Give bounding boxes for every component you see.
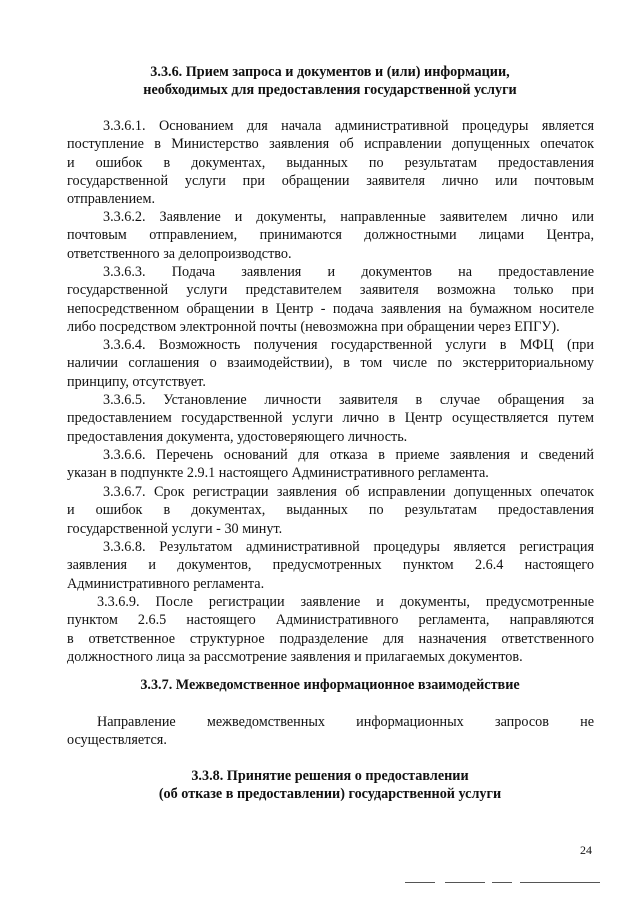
paragraph-3-3-6-5 <box>67 391 594 446</box>
text-line: 3.3.6.8. Результатом административной процедуры является регистрация <box>103 539 594 555</box>
text-line: принципу, отсутствует. <box>67 373 206 390</box>
text-line: 3.3.6.3. Подача заявления и документов на предоставление <box>103 264 594 280</box>
text-line: 3.3.6.9. После регистрации заявление и документы, предусмотренные <box>97 594 594 610</box>
paragraph-3-3-7 <box>67 713 594 750</box>
paragraph-3-3-6-3 <box>67 263 594 336</box>
text-line: предоставлением государственной услуги лично в Центр осуществляется путем <box>67 410 594 427</box>
text-line: 3.3.6.6. Перечень оснований для отказа в приеме заявления и сведений <box>103 447 594 463</box>
paragraph-3-3-6-6 <box>67 446 594 483</box>
text-line: наличии соглашения о взаимодействии), в том числе по экстерриториальному <box>67 355 594 372</box>
paragraph-3-3-6-8 <box>67 538 594 593</box>
paragraph-3-3-6-9 <box>67 593 594 666</box>
text-line: отправлением. <box>67 191 155 208</box>
text-line: Направление межведомственных информационных запросов не <box>97 714 594 730</box>
paragraph-3-3-6-7 <box>67 483 594 538</box>
section-heading-3-3-8 <box>60 767 600 803</box>
scan-artifact-line <box>492 882 512 883</box>
page-number: 24 <box>580 843 592 857</box>
scan-artifact-line <box>445 882 485 883</box>
text-line: 3.3.6.7. Срок регистрации заявления об исправлении допущенных опечаток <box>103 484 594 500</box>
text-line: заявления и документов, предусмотренных пунктом 2.6.4 настоящего <box>67 557 594 574</box>
section-heading-3-3-7 <box>60 676 600 694</box>
text-line: указан в подпункте 2.9.1 настоящего Административного регламента. <box>67 465 489 482</box>
heading-line: 3.3.8. Принятие решения о предоставлении <box>191 768 469 784</box>
text-line: 3.3.6.1. Основанием для начала административной процедуры является <box>103 118 594 134</box>
section-heading-3-3-6 <box>60 63 600 99</box>
text-line: 3.3.6.2. Заявление и документы, направленные заявителем лично или <box>103 209 594 225</box>
paragraph-3-3-6-1 <box>67 117 594 208</box>
text-line: должностного лица за рассмотрение заявления и прилагаемых документов. <box>67 648 523 665</box>
text-line: и ошибок в документах, выданных по результатам предоставления <box>67 502 594 519</box>
text-line: и ошибок в документах, выданных по результатам предоставления <box>67 154 594 171</box>
paragraph-3-3-6-4 <box>67 336 594 391</box>
text-line: либо посредством электронной почты (невозможна при обращении через ЕПГУ). <box>67 318 560 335</box>
text-line: Административного регламента. <box>67 575 265 592</box>
heading-line: (об отказе в предоставлении) государственной услуги <box>158 786 502 802</box>
text-line: государственной услуги при обращении заявителя лично или почтовым <box>67 172 594 189</box>
text-line: пунктом 2.6.5 настоящего Административного регламента, направляются <box>67 612 594 629</box>
heading-line: 3.3.7. Межведомственное информационное взаимодействие <box>140 677 520 693</box>
text-line: государственной услуги представителем заявителя возможна только при <box>67 282 594 299</box>
text-line: предоставления документа, удостоверяющего личность. <box>67 428 408 445</box>
text-line: в ответственное структурное подразделение для назначения ответственного <box>67 630 594 647</box>
text-line: осуществляется. <box>67 732 167 749</box>
text-line: поступление в Министерство заявления об исправлении допущенных опечаток <box>67 136 594 153</box>
paragraph-3-3-6-2 <box>67 208 594 263</box>
text-line: непосредственном обращении в Центр - подача заявления на бумажном носителе <box>67 300 594 317</box>
scan-artifact-line <box>405 882 435 883</box>
scan-artifact-line <box>520 882 600 883</box>
heading-line: необходимых для предоставления государственной услуги <box>143 82 517 98</box>
text-line: почтовым отправлением, принимаются должностными лицами Центра, <box>67 227 594 244</box>
text-line: 3.3.6.5. Установление личности заявителя в случае обращения за <box>103 392 594 408</box>
text-line: ответственного за делопроизводство. <box>67 245 292 262</box>
text-line: государственной услуги - 30 минут. <box>67 520 283 537</box>
text-line: 3.3.6.4. Возможность получения государственной услуги в МФЦ (при <box>103 337 594 353</box>
heading-line: 3.3.6. Прием запроса и документов и (или) информации, <box>150 64 510 80</box>
